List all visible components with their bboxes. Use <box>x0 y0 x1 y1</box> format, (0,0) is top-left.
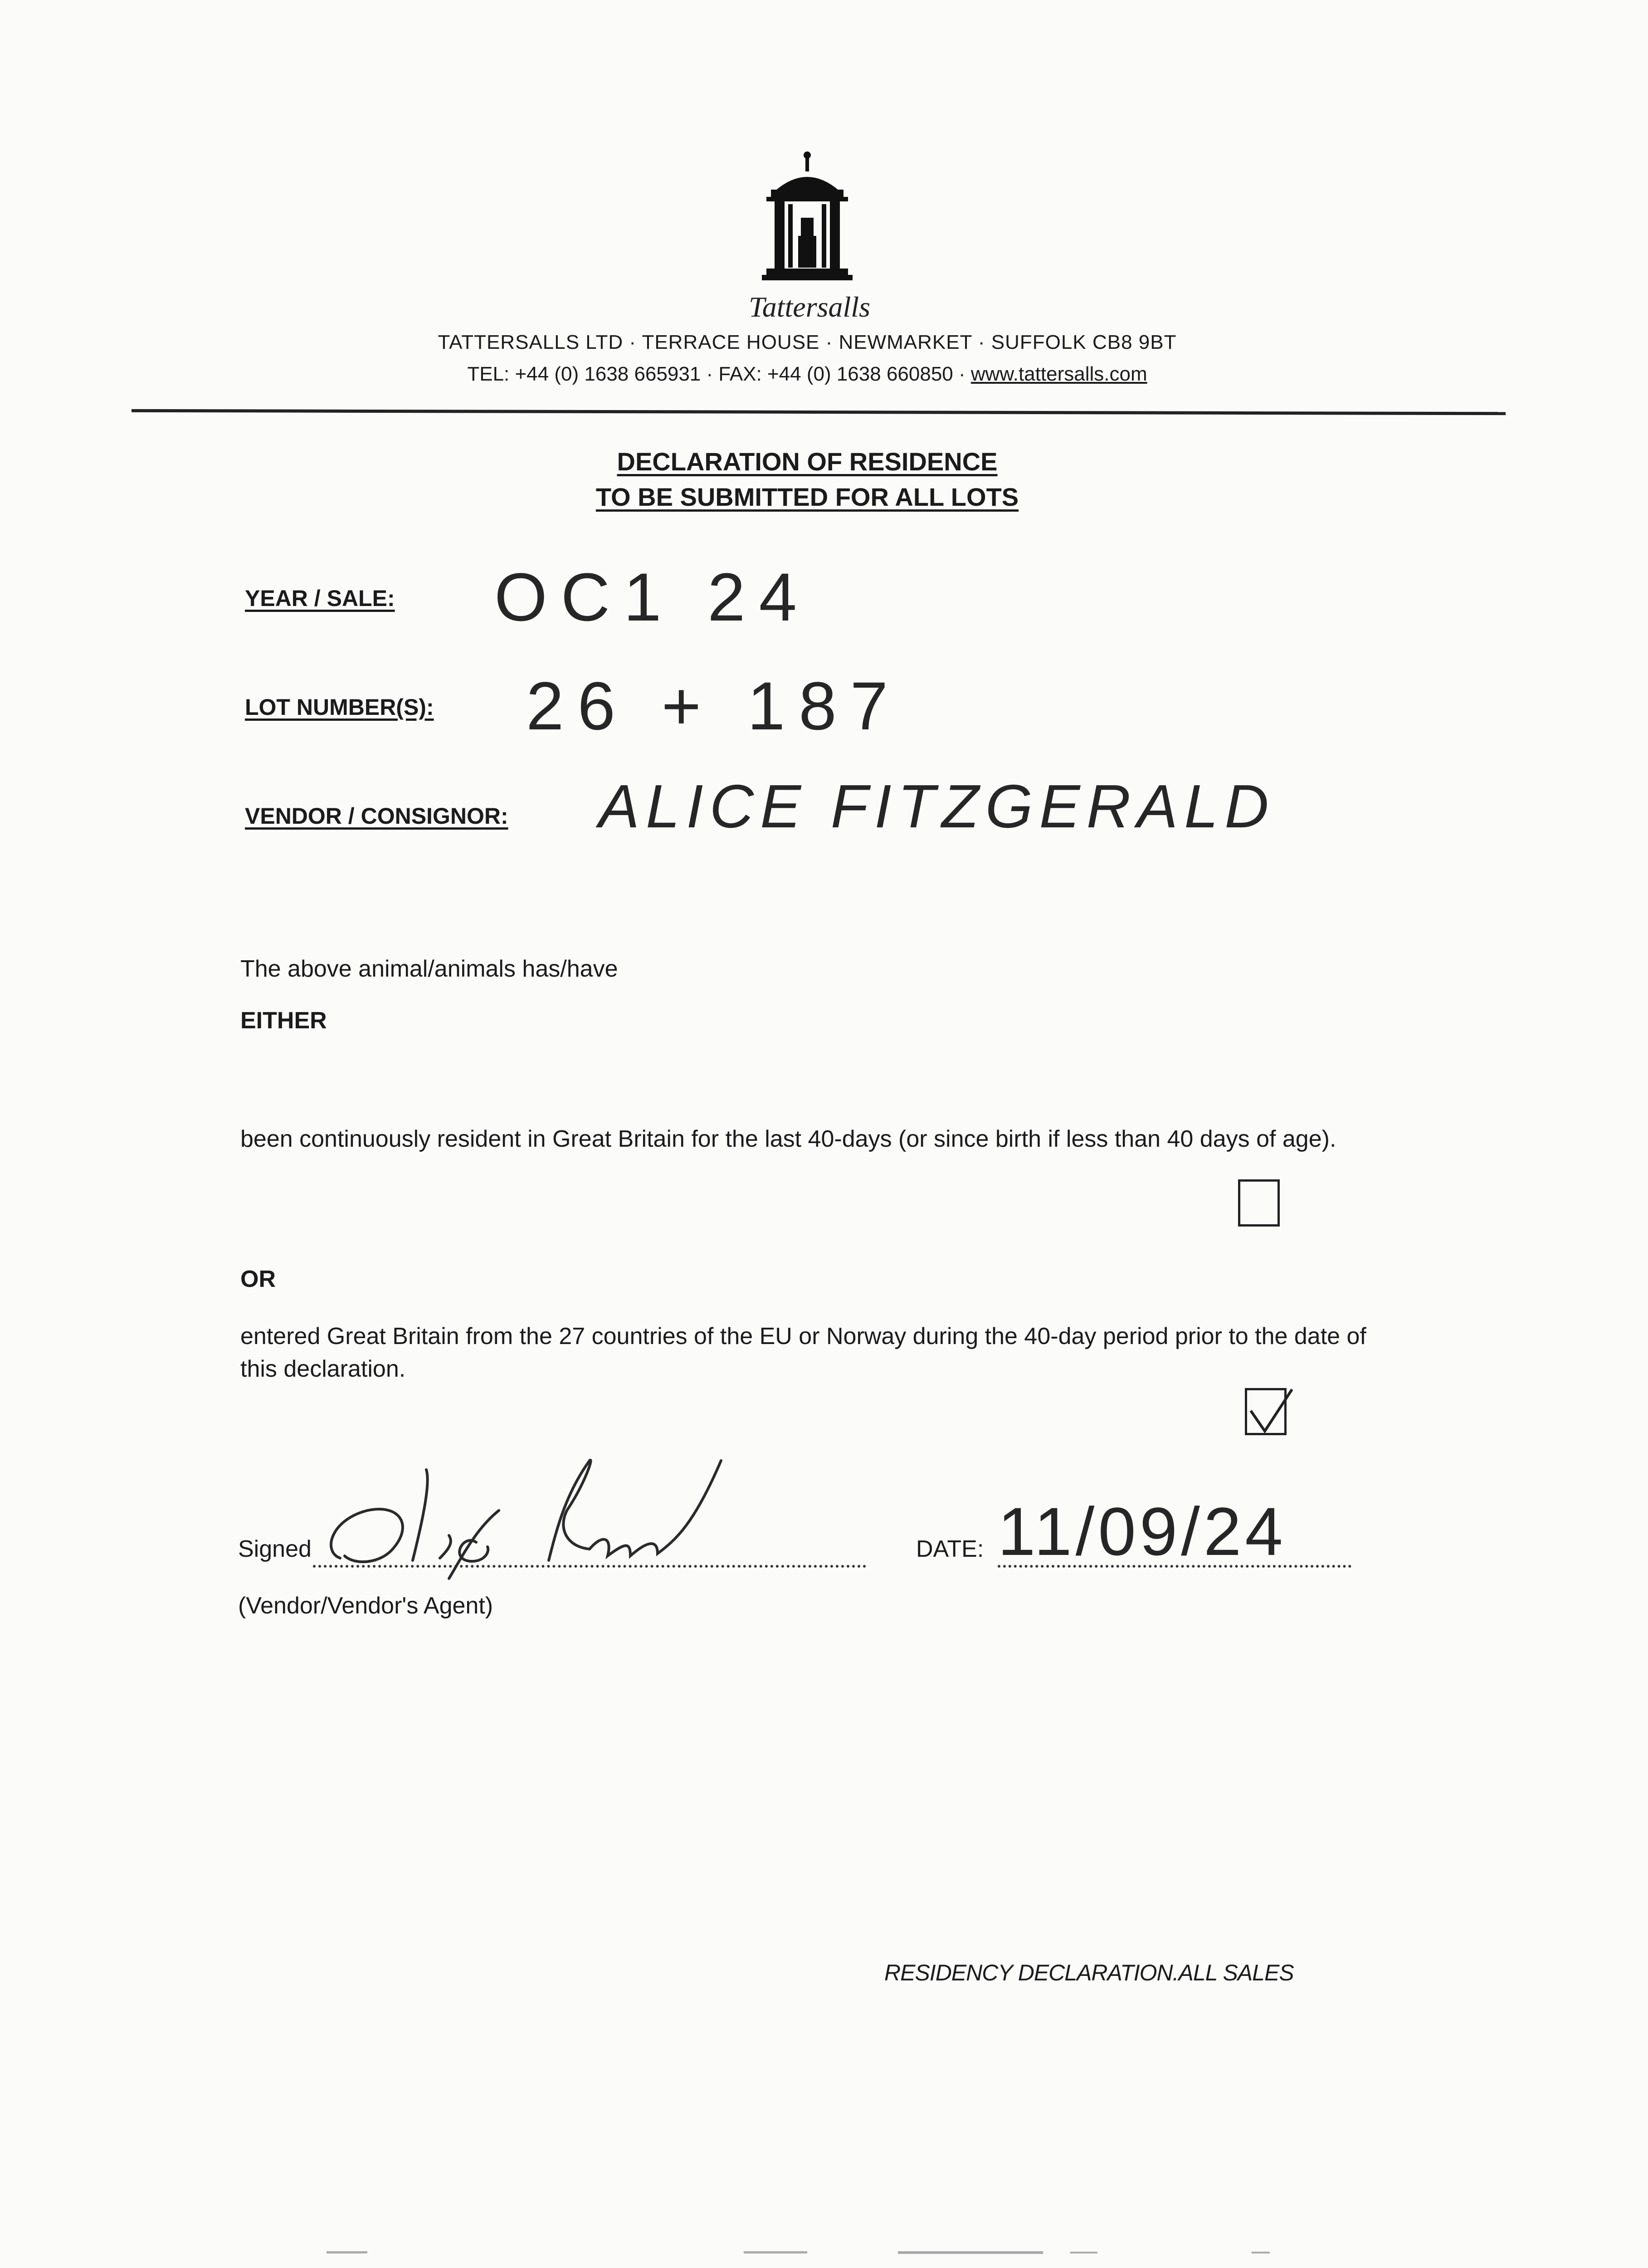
company-contact <box>317 363 1297 386</box>
vendor-consignor-label: VENDOR / CONSIGNOR: <box>245 803 508 829</box>
option-entered-checkbox[interactable] <box>1245 1388 1287 1435</box>
form-title: DECLARATION OF RESIDENCE <box>617 447 998 476</box>
form-reference: RESIDENCY DECLARATION.ALL SALES <box>884 1960 1294 1985</box>
header-divider <box>132 409 1506 415</box>
or-heading: OR <box>240 1266 276 1292</box>
brand-name: Tattersalls <box>749 291 870 323</box>
signed-label: Signed <box>238 1536 312 1562</box>
lot-numbers-label: LOT NUMBER(S): <box>245 694 434 720</box>
option-entered-text: entered Great Britain from the 27 countries of the EU or Norway during the 40-day period prior to the date of this declaration. <box>240 1323 1366 1382</box>
year-sale-field[interactable]: OC1 24 <box>494 559 810 635</box>
option-resident-text: been continuously resident in Great Britain for the last 40-days (or since birth if less than 40 days of age). <box>240 1126 1336 1152</box>
declaration-intro: The above animal/animals has/have <box>240 956 618 982</box>
company-address: TATTERSALLS LTD · TERRACE HOUSE · NEWMARKET · SUFFOLK CB8 9BT <box>438 331 1177 353</box>
lot-numbers-field[interactable]: 26 + 187 <box>526 668 902 744</box>
website-link[interactable]: www.tattersalls.com <box>970 363 1147 385</box>
option-resident-checkbox[interactable] <box>1238 1179 1280 1227</box>
date-field[interactable]: 11/09/24 <box>998 1493 1287 1569</box>
tattersalls-logo-icon <box>757 150 857 295</box>
handwritten-signature[interactable] <box>313 1442 834 1590</box>
date-label: DATE: <box>916 1536 984 1562</box>
year-sale-label: YEAR / SALE: <box>245 586 395 611</box>
contact-numbers: TEL: +44 (0) 1638 665931 · FAX: +44 (0) 1638 660850 · <box>467 363 971 385</box>
either-heading: EITHER <box>240 1007 327 1034</box>
vendor-consignor-field[interactable]: ALICE FITZGERALD <box>599 772 1275 841</box>
vendor-agent-label: (Vendor/Vendor's Agent) <box>238 1593 493 1619</box>
scan-artifacts <box>272 2250 1406 2255</box>
form-subtitle: TO BE SUBMITTED FOR ALL LOTS <box>595 483 1019 511</box>
checkmark-icon <box>1244 1386 1294 1440</box>
